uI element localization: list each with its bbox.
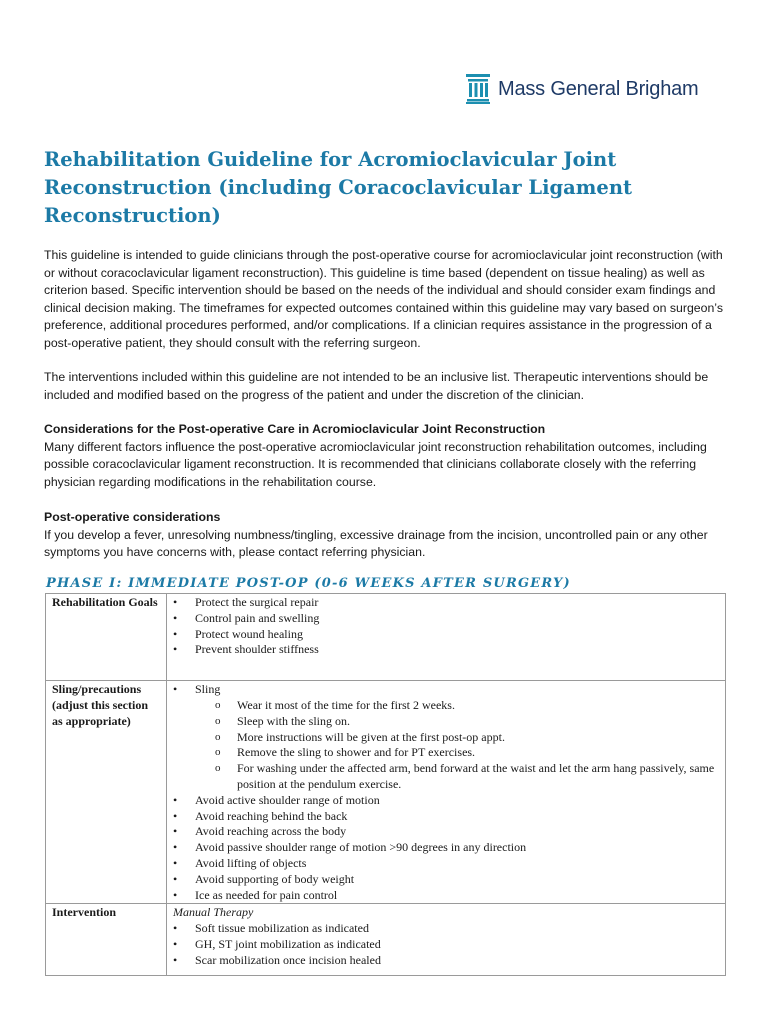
- rehab-table: [45, 593, 726, 976]
- list-item: • Soft tissue mobilization as indicated: [195, 921, 719, 937]
- sub-list-item: o More instructions will be given at the first post-op appt.: [237, 730, 719, 746]
- table-row-sling: [46, 681, 726, 904]
- list-item: • Protect the surgical repair: [195, 595, 719, 611]
- sub-list-item: o Sleep with the sling on.: [237, 714, 719, 730]
- list-item: • GH, ST joint mobilization as indicated: [195, 937, 719, 953]
- list-item: • Control pain and swelling: [195, 611, 719, 627]
- sub-list-item: o Wear it most of the time for the first 2 weeks.: [237, 698, 719, 714]
- list-item: • Avoid reaching across the body: [195, 824, 719, 840]
- row-label-goals: Rehabilitation Goals: [46, 594, 167, 681]
- postop-heading: Post-operative considerations: [44, 510, 221, 524]
- list-item: • Avoid passive shoulder range of motion >90 degrees in any direction: [195, 840, 719, 856]
- phase-title: PHASE I: IMMEDIATE POST-OP (0-6 WEEKS AFTER SURGERY): [46, 576, 571, 591]
- page-title: Rehabilitation Guideline for Acromioclavicular Joint Reconstruction (including Coracoclavicular Ligament Reconstruction): [44, 148, 633, 227]
- postop-section: [44, 509, 724, 562]
- row-label-intervention: Intervention: [46, 904, 167, 975]
- considerations-heading: Considerations for the Post-operative Care in Acromioclavicular Joint Reconstruction: [44, 422, 546, 436]
- list-item: • Avoid lifting of objects: [195, 856, 719, 872]
- considerations-section: [44, 421, 724, 491]
- building-columns-icon: [466, 74, 490, 104]
- list-item: • Avoid supporting of body weight: [195, 872, 719, 888]
- intervention-list: [173, 921, 719, 968]
- list-item: • Scar mobilization once incision healed: [195, 953, 719, 969]
- goals-list: [173, 595, 719, 658]
- brand-name: Mass General Brigham: [498, 77, 699, 100]
- postop-text: If you develop a fever, unresolving numbness/tingling, excessive drainage from the incision, uncontrolled pain or any other symptoms you have concerns with, please contact referring physician.: [44, 527, 708, 560]
- interventions-note: The interventions included within this guideline are not intended to be an inclusive list. Therapeutic interventions should be included and modified based on the progress of the patient and under the discretion of the clinician.: [44, 370, 709, 402]
- list-item: • Protect wound healing: [195, 627, 719, 643]
- manual-therapy-subheading: Manual Therapy: [173, 905, 254, 920]
- sling-list: [173, 682, 719, 903]
- list-item: [195, 682, 719, 793]
- row-label-sling: Sling/precautions (adjust this section as appropriate): [46, 681, 167, 904]
- intro-paragraph: This guideline is intended to guide clinicians through the post-operative course for acromioclavicular joint reconstruction (with or without coracoclavicular ligament reconstruction). This guideline is time based (dependent on tissue healing) as well as criterion based. Specific intervention should be based on the needs of the individual and should consider exam findings and clinical decision making. The timeframes for expected outcomes contained within this guideline may vary based on surgeon’s preference, additional procedures performed, and/or complications. If a clinician requires assistance in the progression of a post-operative patient, they should consult with the referring surgeon.: [44, 248, 723, 350]
- list-item: • Avoid active shoulder range of motion: [195, 793, 719, 809]
- table-row-goals: [46, 594, 726, 681]
- list-item: • Prevent shoulder stiffness: [195, 642, 719, 658]
- sub-list-item: o Remove the sling to shower and for PT exercises.: [237, 745, 719, 761]
- list-item: • Ice as needed for pain control: [195, 888, 719, 904]
- sling-sub-list: [195, 698, 719, 793]
- sub-list-item: o For washing under the affected arm, bend forward at the waist and let the arm hang passively, same position at the pendulum exercise.: [237, 761, 719, 793]
- table-row-intervention: [46, 904, 726, 975]
- sling-item-label: Sling: [195, 682, 221, 697]
- list-item: • Avoid reaching behind the back: [195, 809, 719, 825]
- brand-logo: [466, 74, 699, 104]
- considerations-text: Many different factors influence the post-operative acromioclavicular joint reconstruction rehabilitation outcomes, including possible coracoclavicular ligament reconstruction. It is recommended that clinicians collaborate closely with the referring physician regarding modifications in the rehabilitation course.: [44, 439, 707, 489]
